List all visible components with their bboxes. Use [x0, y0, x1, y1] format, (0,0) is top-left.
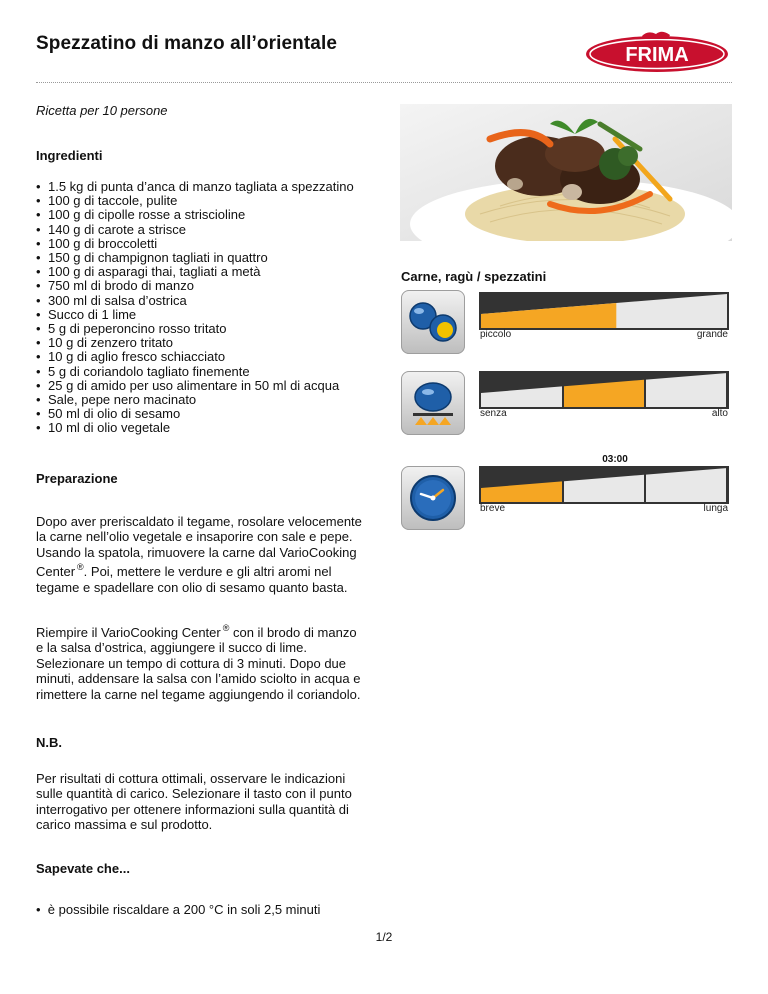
page-number: 1/2 — [375, 930, 393, 944]
registered-mark: ® — [77, 562, 84, 573]
time-segment[interactable] — [481, 481, 562, 502]
time-max-label: lunga — [703, 503, 728, 514]
ingredient-item: • 100 g di broccoletti — [36, 237, 354, 251]
registered-mark: ® — [222, 623, 230, 633]
ingredient-item: • 50 ml di olio di sesamo — [36, 407, 354, 421]
ingredient-item: • 750 ml di brodo di manzo — [36, 279, 354, 293]
dish-photo — [400, 104, 732, 241]
logo-text: FRIMA — [625, 44, 689, 66]
ingredient-item: • 5 g di coriandolo tagliato finemente — [36, 365, 354, 379]
clock-icon[interactable] — [401, 466, 465, 530]
browning-max-label: alto — [711, 408, 728, 419]
ingredient-item: • 100 g di taccole, pulite — [36, 194, 354, 208]
ingredient-item: • 100 g di asparagi thai, tagliati a metà — [36, 265, 354, 279]
ingredient-item: • 1.5 kg di punta d’anca di manzo tagliata a spezzatino — [36, 180, 354, 194]
time-level-bar[interactable] — [479, 466, 729, 504]
size-level-bar[interactable] — [479, 292, 729, 330]
ingredient-item: • 10 g di zenzero tritato — [36, 336, 354, 350]
ingredient-item: • 25 g di amido per uso alimentare in 50 ml di acqua — [36, 379, 354, 393]
ingredients-heading: Ingredienti — [36, 148, 103, 163]
browning-segment[interactable] — [564, 380, 644, 407]
frima-logo — [584, 28, 730, 74]
page-title: Spezzatino di manzo all’orientale — [36, 33, 338, 54]
ingredient-item: • 5 g di peperoncino rosso tritato — [36, 322, 354, 336]
ingredient-item: • Sale, pepe nero macinato — [36, 393, 354, 407]
prep-text-2b: con il brodo di manzo e la salsa d’ostrica, aggiungere il succo di lime. Selezionare un tempo di cottura di 3 minuti. Dopo due minuti, addensare la salsa con l’amido sciolto in acqua e rimettere la carne nel tegame aggiungendo il coriandolo. — [36, 625, 361, 702]
preparation-heading: Preparazione — [36, 471, 118, 486]
cooking-time-value: 03:00 — [602, 454, 628, 465]
note-text: Per risultati di cottura ottimali, osservare le indicazioni sulle quantità di carico. Selezionare il tasto con il punto interrogativo per ottenere informazioni sulla quantità di carico massima e sul prodotto. — [36, 771, 352, 833]
time-segment[interactable] — [646, 468, 726, 502]
browning-segment[interactable] — [481, 386, 562, 407]
size-setting-icon[interactable] — [401, 290, 465, 354]
note-heading: N.B. — [36, 735, 62, 750]
ingredient-item: • 140 g di carote a strisce — [36, 223, 354, 237]
category-label: Carne, ragù / spezzatini — [401, 269, 547, 284]
size-min-label: piccolo — [480, 329, 512, 340]
time-segment[interactable] — [564, 475, 644, 502]
did-you-know-item: • è possibile riscaldare a 200 °C in soli 2,5 minuti — [36, 902, 321, 917]
browning-setting-icon[interactable] — [401, 371, 465, 435]
ingredient-item: • 10 g di aglio fresco schiacciato — [36, 350, 354, 364]
servings: Ricetta per 10 persone — [36, 103, 168, 118]
prep-text-1a: Dopo aver preriscaldato il tegame, rosolare velocemente la carne nell’olio vegetale e insaporire con sale e pepe. Usando la spatola, rimuovere la carne dal VarioCooking Center — [36, 514, 362, 580]
ingredient-item: • 300 ml di salsa d’ostrica — [36, 294, 354, 308]
ingredient-item: • Succo di 1 lime — [36, 308, 354, 322]
time-min-label: breve — [480, 503, 506, 514]
prep-text-1b: . Poi, mettere le verdure e gli altri aromi nel tegame e spadellare con olio di sesamo quanto basta. — [36, 564, 348, 595]
ingredients-list — [36, 180, 354, 436]
prep-text-2a: Riempire il VarioCooking Center — [36, 625, 221, 640]
ingredient-item: • 100 g di cipolle rosse a striscioline — [36, 208, 354, 222]
size-level-fill — [481, 303, 616, 328]
header-divider — [36, 82, 732, 83]
preparation-step-1 — [36, 514, 366, 595]
ingredient-item: • 150 g di champignon tagliati in quattro — [36, 251, 354, 265]
ingredient-item: • 10 ml di olio vegetale — [36, 421, 354, 435]
browning-segment[interactable] — [646, 373, 726, 407]
browning-min-label: senza — [480, 408, 507, 419]
size-max-label: grande — [696, 329, 728, 340]
did-you-know-heading: Sapevate che... — [36, 861, 130, 876]
preparation-step-2 — [36, 621, 366, 702]
did-you-know-text: è possibile riscaldare a 200 °C in soli 2,5 minuti — [47, 902, 321, 917]
browning-level-bar[interactable] — [479, 371, 729, 409]
